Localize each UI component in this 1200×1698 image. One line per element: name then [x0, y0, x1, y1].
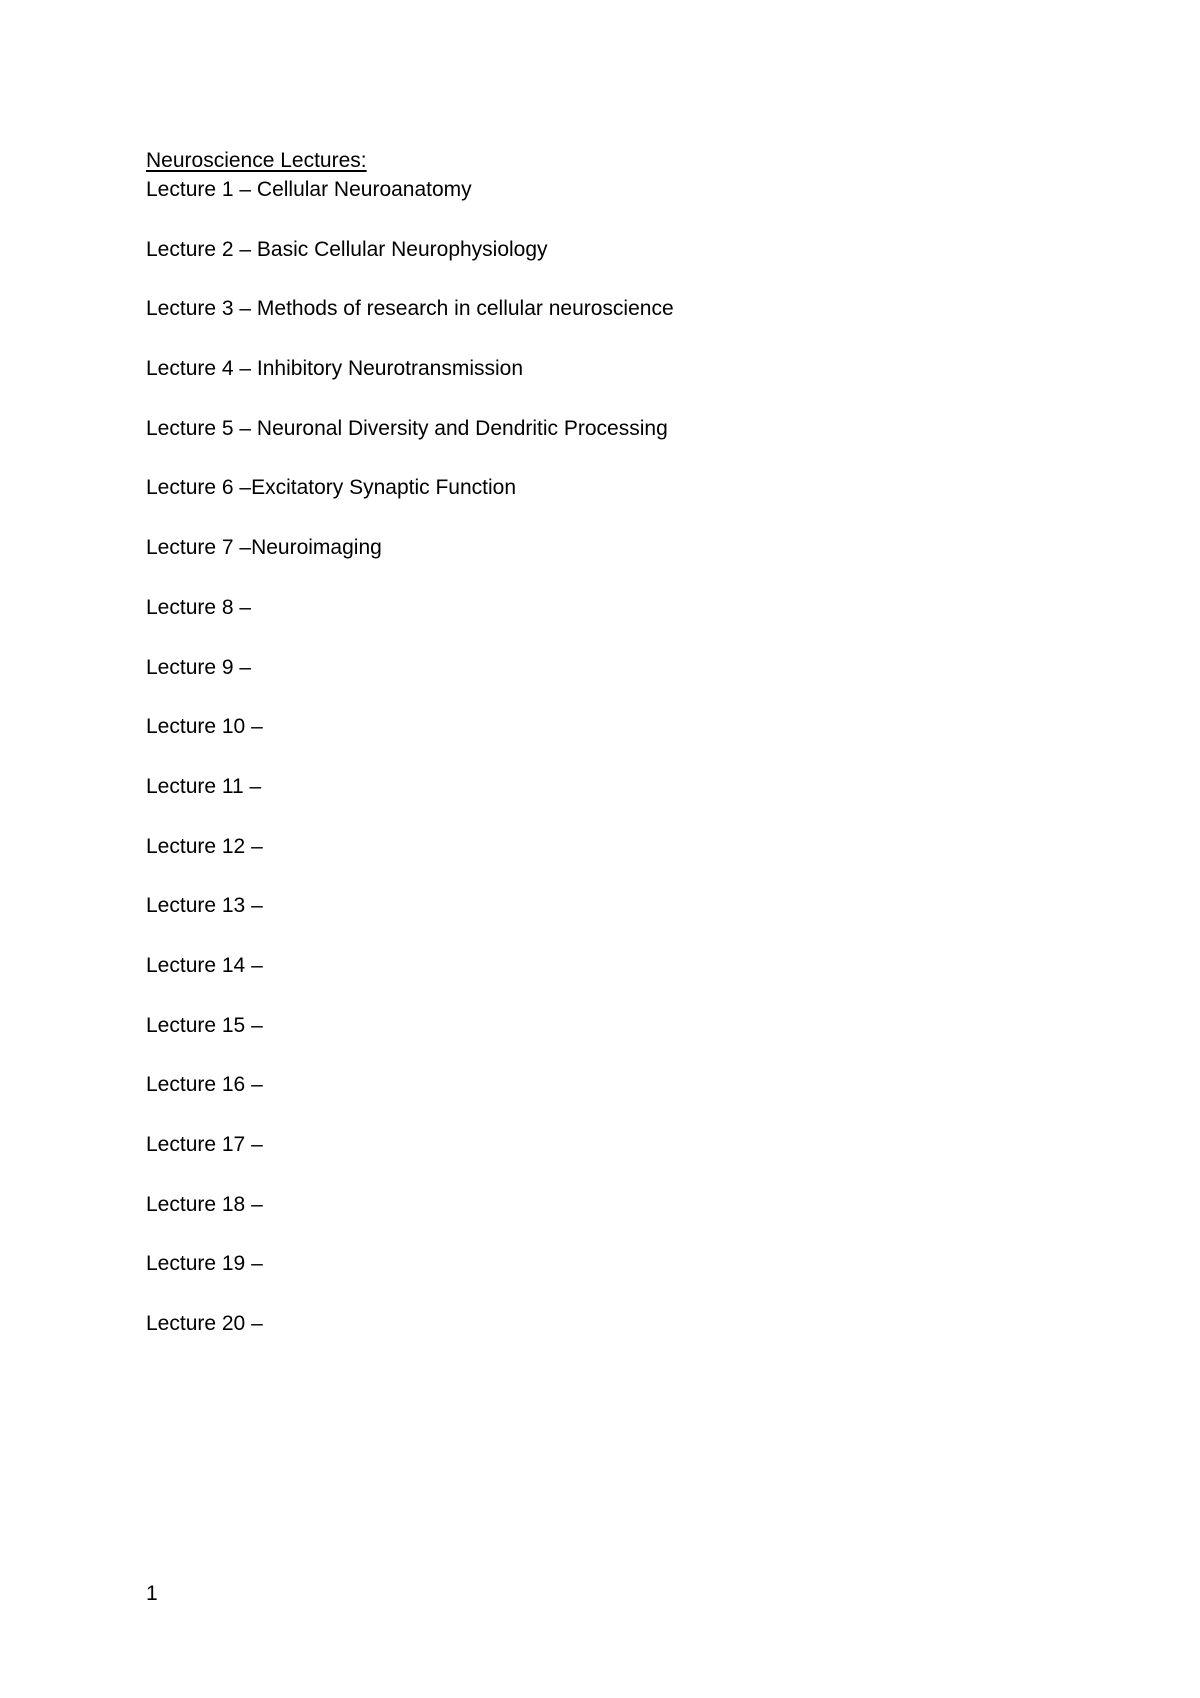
lecture-item-10: Lecture 10 –	[146, 715, 263, 739]
page-title: Neuroscience Lectures:	[146, 149, 367, 172]
lecture-item-3: Lecture 3 – Methods of research in cellular neuroscience	[146, 297, 674, 321]
lecture-item-11: Lecture 11 –	[146, 774, 262, 798]
lecture-item-17: Lecture 17 –	[146, 1133, 263, 1156]
lecture-item-9: Lecture 9 –	[146, 655, 252, 679]
lecture-item-16: Lecture 16 –	[146, 1073, 263, 1097]
lecture-item-4: Lecture 4 – Inhibitory Neurotransmission	[146, 357, 524, 381]
lecture-list	[146, 176, 674, 1370]
lecture-item-18: Lecture 18 –	[146, 1192, 263, 1216]
lecture-item-12: Lecture 12 –	[146, 834, 263, 858]
lecture-item-5: Lecture 5 – Neuronal Diversity and Dendritic Processing	[146, 416, 668, 440]
lecture-item-20: Lecture 20 –	[146, 1312, 263, 1336]
lecture-item-6: Lecture 6 –Excitatory Synaptic Function	[146, 476, 517, 500]
lecture-item-1: Lecture 1 – Cellular Neuroanatomy	[146, 178, 472, 201]
lecture-item-2: Lecture 2 – Basic Cellular Neurophysiology	[146, 237, 548, 261]
lecture-item-14: Lecture 14 –	[146, 953, 263, 977]
lecture-item-19: Lecture 19 –	[146, 1252, 263, 1276]
lecture-item-8: Lecture 8 –	[146, 595, 252, 619]
lecture-item-13: Lecture 13 –	[146, 894, 263, 918]
page-number: 1	[146, 1582, 158, 1605]
lecture-item-7: Lecture 7 –Neuroimaging	[146, 536, 382, 560]
lecture-item-15: Lecture 15 –	[146, 1013, 263, 1037]
